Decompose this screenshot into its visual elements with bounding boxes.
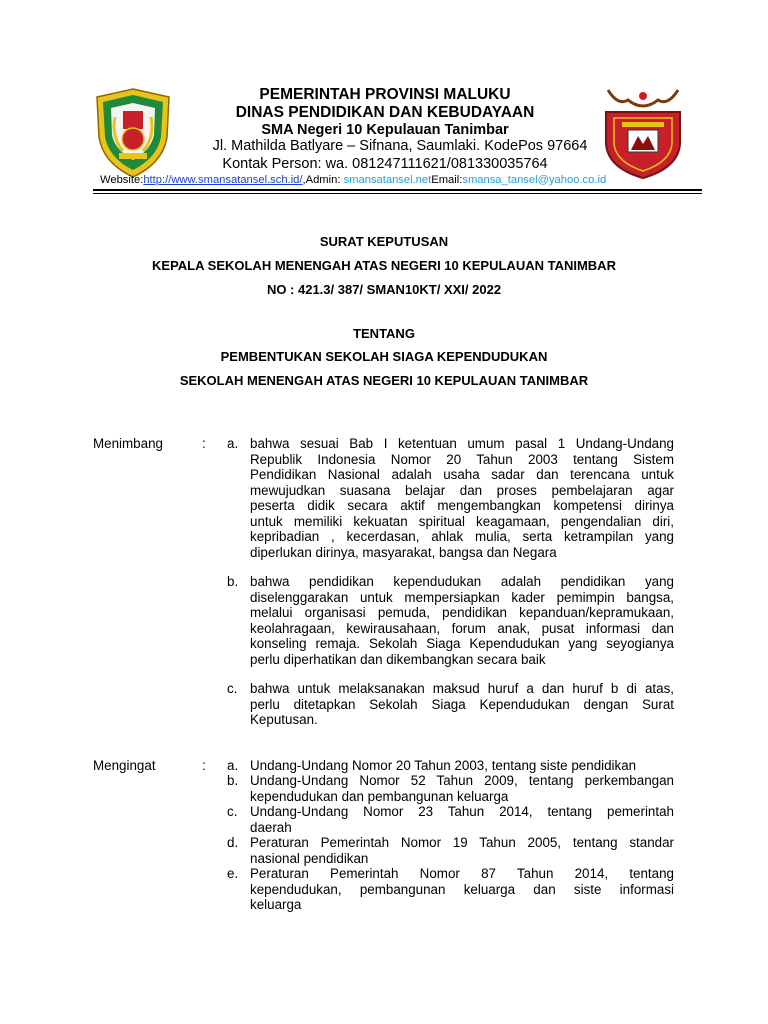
menimbang-a-letter: a. (227, 436, 239, 451)
text-line: Undang-Undang Nomor 23 Tahun 2014, tentang pemerintah (250, 804, 674, 819)
text-line: diselenggarakan untuk mempersiapkan kader pemimpin bangsa, (250, 589, 674, 605)
text-line: perlu ditetapkan Sekolah Siaga Kependudukan dengan Surat (250, 696, 674, 712)
menimbang-colon: : (202, 436, 206, 451)
website-link[interactable]: http://www.smansatansel.sch.id/ (143, 174, 303, 186)
text-line: kependudukan dan pembangunan keluarga (250, 788, 509, 804)
admin-value: smansatansel.net (343, 174, 432, 186)
mengingat-d-letter: d. (227, 835, 239, 850)
menimbang-b-letter: b. (227, 574, 239, 589)
mengingat-e-letter: e. (227, 866, 239, 881)
subject-line-1: PEMBENTUKAN SEKOLAH SIAGA KEPENDUDUKAN (220, 349, 548, 364)
text-line: diperlukan dirinya, masyarakat, bangsa dan Negara (250, 544, 557, 560)
tanimbar-regency-logo (598, 86, 688, 181)
text-line: daerah (250, 819, 292, 835)
issuer-title: KEPALA SEKOLAH MENENGAH ATAS NEGERI 10 KEPULAUAN TANIMBAR (152, 258, 616, 273)
text-line: perlu diperhatikan dan dikembangkan secara baik (250, 651, 546, 667)
menimbang-c-text (250, 681, 674, 728)
letterhead-department: DINAS PENDIDIKAN DAN KEBUDAYAAN (235, 104, 535, 121)
document-title: SURAT KEPUTUSAN (319, 234, 449, 249)
mengingat-a-letter: a. (227, 758, 239, 773)
text-line: konseling remaja. Sekolah Siaga Kependudukan yang seyogianya (250, 636, 674, 651)
text-line: peserta didik secara aktif mengembangkan kompetensi dirinya (250, 498, 674, 513)
letterhead-web-line (100, 174, 690, 186)
text-line: melalui organisasi pemuda, pendidikan kepanduan/kepramukaan, (250, 605, 674, 620)
mengingat-b-letter: b. (227, 773, 239, 788)
website-label: Website: (100, 174, 144, 186)
text-line: Peraturan Pemerintah Nomor 87 Tahun 2014, tentang (250, 866, 674, 881)
menimbang-b-text (250, 574, 674, 667)
admin-label: ,Admin: (302, 174, 344, 186)
letterhead-rule-thin (93, 193, 702, 194)
text-line: bahwa untuk melaksanakan maksud huruf a dan huruf b di atas, (250, 681, 674, 696)
mengingat-label: Mengingat (93, 758, 156, 773)
email-value: smansa_tansel@yahoo.co.id (462, 174, 607, 186)
subject-heading: TENTANG (353, 326, 415, 341)
maluku-province-logo (93, 87, 173, 179)
text-line: Pendidikan Nasional adalah usaha sadar dan terencana untuk (250, 467, 674, 482)
mengingat-colon: : (202, 758, 206, 773)
letterhead-school: SMA Negeri 10 Kepulauan Tanimbar (261, 122, 509, 138)
text-line: keolahragaan, kewirausahaan, forum anak, pusat informasi dan (250, 620, 674, 636)
mengingat-c-letter: c. (227, 804, 238, 819)
mengingat-b-text (250, 773, 674, 804)
text-line: nasional pendidikan (250, 850, 369, 866)
mengingat-e-text (250, 866, 674, 913)
text-line: Republik Indonesia Nomor 20 Tahun 2003 tentang Sistem (250, 451, 674, 467)
text-line: kepribadian , kecerdasan, ahlak mulia, serta ketrampilan yang (250, 529, 674, 544)
text-line: Peraturan Pemerintah Nomor 19 Tahun 2005, tentang standar (250, 835, 674, 850)
letterhead-government: PEMERINTAH PROVINSI MALUKU (259, 86, 511, 103)
text-line: Keputusan. (250, 712, 318, 727)
mengingat-a-text (250, 758, 674, 774)
text-line: keluarga (250, 897, 302, 912)
text-line: kependudukan, pembangunan keluarga dan siste informasi (250, 881, 674, 897)
email-label: Email: (431, 174, 463, 186)
subject-line-2: SEKOLAH MENENGAH ATAS NEGERI 10 KEPULAUAN TANIMBAR (179, 373, 589, 388)
text-line: untuk memiliki kekuatan spiritual keagamaan, pengendalian diri, (250, 513, 674, 529)
text-line: bahwa sesuai Bab I ketentuan umum pasal 1 Undang-Undang (250, 436, 674, 451)
menimbang-a-text (250, 436, 674, 560)
letterhead-address: Jl. Mathilda Batlyare – Sifnana, Saumlaki. KodePos 97664 (212, 138, 588, 154)
menimbang-label: Menimbang (93, 436, 163, 451)
menimbang-c-letter: c. (227, 681, 238, 696)
mengingat-d-text (250, 835, 674, 866)
text-line: Undang-Undang Nomor 52 Tahun 2009, tentang perkembangan (250, 773, 674, 788)
letterhead-contact: Kontak Person: wa. 081247111621/081330035764 (222, 156, 548, 172)
letterhead-rule-thick (93, 189, 702, 191)
text-line: Undang-Undang Nomor 20 Tahun 2003, tentang siste pendidikan (250, 758, 637, 773)
mengingat-c-text (250, 804, 674, 835)
text-line: mewujudkan suasana belajar dan proses pembelajaran agar (250, 482, 674, 498)
document-number: NO : 421.3/ 387/ SMAN10KT/ XXI/ 2022 (266, 282, 502, 297)
text-line: bahwa pendidikan kependudukan adalah pendidikan yang (250, 574, 674, 589)
